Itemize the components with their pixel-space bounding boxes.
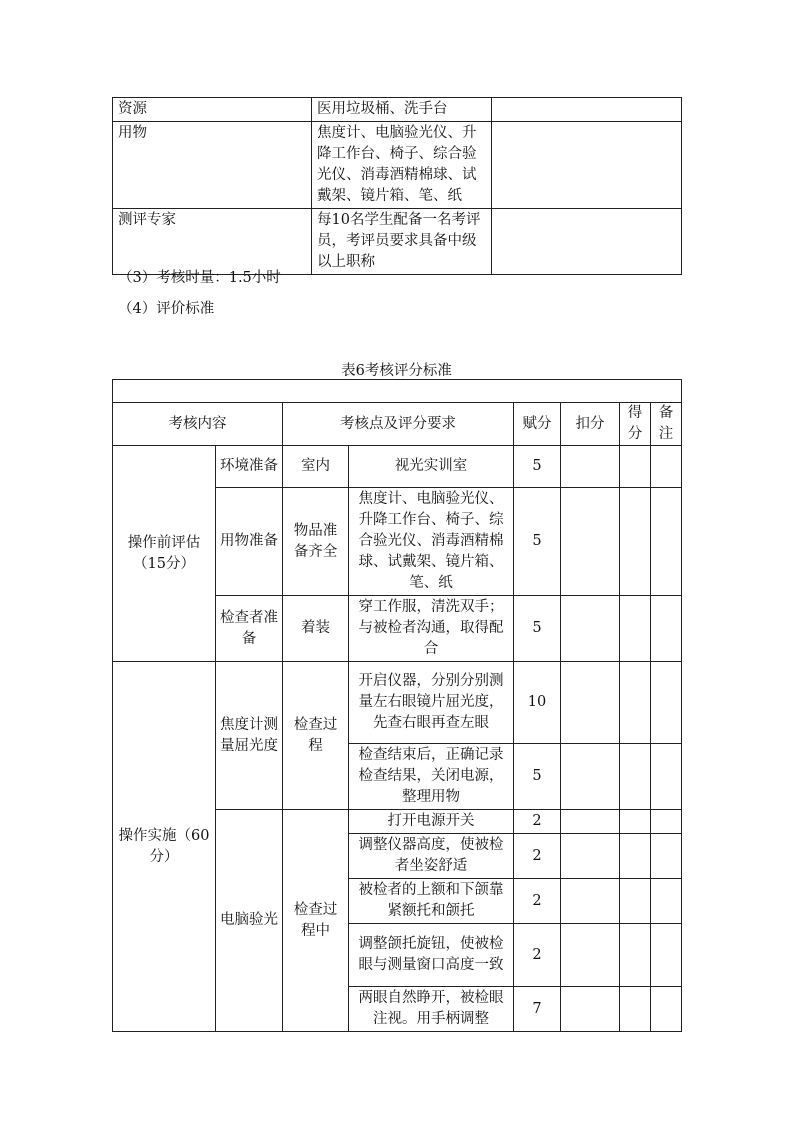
sub-cell: 用物准备 <box>216 488 283 596</box>
row-extra <box>492 122 682 209</box>
sub-cell: 焦度计测量屈光度 <box>216 662 283 810</box>
row-label: 测评专家 <box>113 209 312 275</box>
deduct-cell[interactable] <box>561 924 620 987</box>
remark-cell[interactable] <box>651 834 682 879</box>
deduct-cell[interactable] <box>561 488 620 596</box>
item-cell: 室内 <box>283 446 349 488</box>
remark-cell[interactable] <box>651 662 682 744</box>
item-cell: 检查过程中 <box>283 810 349 1032</box>
pts-cell: 2 <box>514 810 561 834</box>
pts-cell: 2 <box>514 879 561 924</box>
pts-cell: 5 <box>514 488 561 596</box>
deduct-cell[interactable] <box>561 446 620 488</box>
pts-cell: 5 <box>514 744 561 810</box>
pts-cell: 5 <box>514 596 561 662</box>
row-label: 用物 <box>113 122 312 209</box>
row-extra <box>492 98 682 122</box>
remark-cell[interactable] <box>651 744 682 810</box>
row-extra <box>492 209 682 275</box>
req-cell: 检查结束后，正确记录检查结果，关闭电源，整理用物 <box>349 744 514 810</box>
header-cell: 考核内容 <box>113 403 283 446</box>
score-table <box>112 379 682 1032</box>
header-cell: 备注 <box>651 403 682 446</box>
paragraph-criteria: （4）评价标准 <box>118 301 215 317</box>
row-label: 资源 <box>113 98 312 122</box>
deduct-cell[interactable] <box>561 987 620 1032</box>
resource-table <box>112 97 682 275</box>
item-cell: 物品准备齐全 <box>283 488 349 596</box>
header-cell: 扣分 <box>561 403 620 446</box>
item-cell: 着装 <box>283 596 349 662</box>
req-cell: 开启仪器，分别分别测量左右眼镜片屈光度，先查右眼再查左眼 <box>349 662 514 744</box>
pts-cell: 7 <box>514 987 561 1032</box>
header-cell: 赋分 <box>514 403 561 446</box>
remark-cell[interactable] <box>651 596 682 662</box>
header-cell: 考核点及评分要求 <box>283 403 514 446</box>
row-value: 焦度计、电脑验光仪、升降工作台、椅子、综合验光仪、消毒酒精棉球、试戴架、镜片箱、笔、纸 <box>312 122 492 209</box>
score-cell[interactable] <box>620 446 651 488</box>
remark-cell[interactable] <box>651 987 682 1032</box>
req-cell: 焦度计、电脑验光仪、升降工作台、椅子、综合验光仪、消毒酒精棉球、试戴架、镜片箱、笔、纸 <box>349 488 514 596</box>
deduct-cell[interactable] <box>561 879 620 924</box>
score-cell[interactable] <box>620 987 651 1032</box>
pts-cell: 10 <box>514 662 561 744</box>
table-row <box>113 98 682 122</box>
table-row <box>113 380 682 403</box>
score-cell[interactable] <box>620 834 651 879</box>
deduct-cell[interactable] <box>561 596 620 662</box>
remark-cell[interactable] <box>651 446 682 488</box>
table-title: 表6考核评分标准 <box>341 363 452 379</box>
score-cell[interactable] <box>620 744 651 810</box>
req-cell: 调整仪器高度，使被检者坐姿舒适 <box>349 834 514 879</box>
table-row <box>113 209 682 275</box>
sub-cell: 电脑验光 <box>216 810 283 1032</box>
remark-cell[interactable] <box>651 488 682 596</box>
deduct-cell[interactable] <box>561 662 620 744</box>
deduct-cell[interactable] <box>561 744 620 810</box>
score-cell[interactable] <box>620 924 651 987</box>
req-cell: 被检者的上额和下颌靠紧额托和颌托 <box>349 879 514 924</box>
req-cell: 两眼自然睁开，被检眼注视。用手柄调整 <box>349 987 514 1032</box>
empty-cell <box>113 380 682 403</box>
header-row <box>113 403 682 446</box>
req-cell: 打开电源开关 <box>349 810 514 834</box>
sub-cell: 检查者准备 <box>216 596 283 662</box>
remark-cell[interactable] <box>651 810 682 834</box>
pts-cell: 2 <box>514 834 561 879</box>
remark-cell[interactable] <box>651 924 682 987</box>
table-row <box>113 446 682 488</box>
req-cell: 视光实训室 <box>349 446 514 488</box>
section-cell: 操作实施（60分） <box>113 662 216 1032</box>
score-cell[interactable] <box>620 662 651 744</box>
item-cell: 检查过程 <box>283 662 349 810</box>
remark-cell[interactable] <box>651 879 682 924</box>
deduct-cell[interactable] <box>561 834 620 879</box>
deduct-cell[interactable] <box>561 810 620 834</box>
req-cell: 穿工作服，清洗双手；与被检者沟通，取得配合 <box>349 596 514 662</box>
table-row <box>113 662 682 744</box>
section-cell: 操作前评估（15分） <box>113 446 216 662</box>
row-value: 医用垃圾桶、洗手台 <box>312 98 492 122</box>
score-cell[interactable] <box>620 488 651 596</box>
score-cell[interactable] <box>620 810 651 834</box>
score-cell[interactable] <box>620 596 651 662</box>
pts-cell: 5 <box>514 446 561 488</box>
req-cell: 调整颌托旋钮，使被检眼与测量窗口高度一致 <box>349 924 514 987</box>
score-cell[interactable] <box>620 879 651 924</box>
paragraph-time: （3）考核时量：1.5小时 <box>118 270 281 286</box>
row-value: 每10名学生配备一名考评员，考评员要求具备中级以上职称 <box>312 209 492 275</box>
sub-cell: 环境准备 <box>216 446 283 488</box>
header-cell: 得分 <box>620 403 651 446</box>
table-row <box>113 122 682 209</box>
pts-cell: 2 <box>514 924 561 987</box>
